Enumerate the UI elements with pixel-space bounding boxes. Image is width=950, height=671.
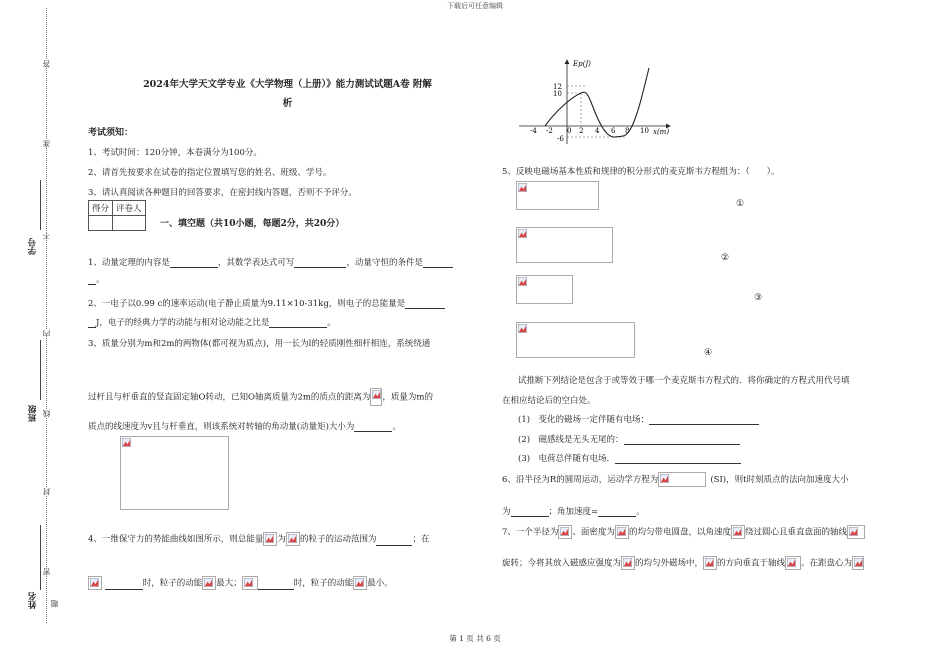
binding-label: 密 — [42, 568, 51, 576]
x-tick-label: 6 — [611, 127, 616, 135]
binding-label: 准 — [42, 140, 51, 148]
x-tick-label: -2 — [546, 127, 553, 135]
score-table — [88, 200, 146, 231]
exam-title — [90, 75, 485, 113]
field-label-student-id: 学号 — [28, 238, 38, 255]
q5-sub-1 — [518, 413, 759, 425]
top-note: 下载后可任意编辑 — [447, 2, 503, 10]
y-tick-label: -6 — [557, 135, 564, 143]
answer-blank[interactable] — [170, 258, 218, 268]
broken-image-icon — [518, 277, 527, 286]
answer-blank[interactable] — [269, 318, 327, 328]
q5-conclusion: 在相应结论后的空白处。 — [502, 396, 596, 406]
broken-image-icon — [518, 229, 527, 238]
q6-text: 为 — [502, 507, 511, 517]
q7-text: 旋转；今将其放入磁感应强度为 — [502, 558, 622, 569]
q7-text: 绕过圆心且垂直盘面的轴线 — [744, 527, 847, 538]
maxwell-equation-image-4 — [516, 322, 635, 358]
answer-blank[interactable] — [615, 454, 741, 464]
score-header: 得分 — [89, 201, 113, 216]
question-2-cont — [88, 316, 336, 328]
formula-image — [242, 576, 258, 590]
q5-conclusion: 试推断下列结论是包含于或等效于哪一个麦克斯韦方程式的．将你确定的方程式用代号填 — [518, 376, 850, 386]
formula-image — [658, 472, 706, 487]
answer-blank[interactable] — [624, 435, 740, 445]
question-7 — [502, 525, 865, 539]
y-tick-label: 0 — [567, 127, 572, 135]
question-1-cont — [88, 273, 105, 285]
broken-image-icon — [372, 390, 381, 399]
q6-text: 。 — [636, 507, 645, 517]
formula-image — [621, 556, 635, 570]
q5-sub-3 — [518, 452, 741, 464]
question-6-cont — [502, 505, 645, 517]
broken-image-icon — [244, 578, 253, 587]
answer-blank[interactable] — [405, 299, 445, 309]
broken-image-icon — [787, 558, 796, 567]
q3-text: 质点的线速度为v且与杆垂直，则该系统对转轴的角动量(动量矩)大小为 — [88, 422, 355, 432]
potential-energy-graph — [515, 52, 680, 150]
question-4 — [88, 532, 429, 546]
broken-image-icon — [265, 534, 274, 543]
field-label-name: 姓名 — [28, 592, 38, 609]
broken-image-icon — [733, 527, 742, 536]
q3-text: 。 — [392, 422, 401, 432]
x-tick-label: 4 — [595, 127, 600, 135]
formula-image — [88, 576, 102, 590]
q6-text: ；角加速度= — [548, 507, 599, 517]
q5-sub-text: (1) 变化的磁场一定伴随有电场： — [518, 415, 650, 425]
broken-image-icon — [204, 578, 213, 587]
notice-heading: 考试须知： — [88, 128, 134, 138]
binding-label: 内 — [42, 330, 51, 338]
q4-text: 的粒子的运动范围为 — [299, 534, 377, 545]
q6-text: (SI)，则t时刻质点的法向加速度大小 — [710, 475, 849, 485]
field-line — [40, 525, 41, 590]
answer-blank[interactable] — [88, 318, 96, 328]
question-7-cont — [502, 556, 864, 570]
binding-label: 线 — [42, 410, 51, 418]
score-cell — [89, 216, 113, 231]
q4-text: 时，粒子的动能 — [142, 578, 203, 589]
maxwell-equation-image-3 — [516, 275, 573, 304]
broken-image-icon — [617, 527, 626, 536]
q7-text: 。在距盘心为 — [801, 558, 853, 569]
question-5: 5、反映电磁场基本性质和规律的积分形式的麦克斯韦方程组为：（ ）。 — [502, 167, 780, 177]
answer-blank[interactable] — [354, 422, 392, 432]
q7-text: 的方向垂直于轴线 — [717, 558, 786, 569]
q7-text: 7、一个半径为 — [502, 527, 559, 538]
formula-image — [202, 576, 216, 590]
equation-marker: ③ — [754, 293, 763, 303]
question-2 — [88, 297, 445, 309]
title-line-2: 析 — [282, 98, 293, 109]
question-4-line2 — [88, 576, 393, 590]
formula-image — [785, 556, 801, 570]
q1-text: 1、动量定理的内容是 — [88, 258, 170, 268]
q2-text: 。 — [327, 318, 336, 328]
answer-blank[interactable] — [423, 258, 453, 268]
broken-image-icon — [623, 558, 632, 567]
field-line — [40, 180, 41, 230]
question-3: 3、质量分别为m和2m的两物体(都可视为质点)，用一长为l的轻质刚性细杆相连，系统绕通 — [88, 339, 431, 349]
broken-image-icon — [90, 578, 99, 587]
q2-text: 2、一电子以0.99 c的速率运动(电子静止质量为9.11×10-31kg，则电子的总能量是 — [88, 299, 406, 309]
x-tick-label: 8 — [625, 127, 630, 135]
q5-sub-2 — [518, 433, 740, 445]
notice-item: 3、请认真阅读各种题目的回答要求，在密封线内答题，否则不予评分。 — [88, 188, 357, 198]
notice-item: 1、考试时间：120分钟，本卷满分为100分。 — [88, 148, 262, 158]
q4-text: 最小。 — [367, 578, 393, 589]
broken-image-icon — [660, 474, 669, 483]
broken-image-icon — [854, 558, 863, 567]
formula-image — [852, 556, 864, 570]
answer-blank[interactable] — [294, 258, 346, 268]
y-tick-label: 12 — [553, 83, 562, 91]
q1-text: 。 — [96, 275, 105, 285]
formula-image — [731, 525, 745, 539]
x-axis-label: x(m) — [653, 128, 670, 136]
question-3-line3 — [88, 420, 401, 432]
broken-image-icon — [705, 558, 714, 567]
broken-image-icon — [355, 578, 364, 587]
title-line-1: 2024年大学天文学专业《大学物理（上册）》能力测试试题A卷 附解 — [143, 79, 432, 90]
formula-image — [615, 525, 629, 539]
q7-text: 、面密度为 — [572, 527, 615, 538]
maxwell-equation-image-2 — [516, 227, 613, 263]
formula-image — [703, 556, 717, 570]
question-3-line2 — [88, 388, 433, 406]
formula-image — [847, 525, 865, 539]
formula-image — [263, 532, 277, 546]
broken-image-icon — [560, 527, 569, 536]
grader-cell — [113, 216, 146, 231]
maxwell-equation-image-1 — [516, 181, 599, 210]
answer-blank[interactable] — [105, 580, 143, 590]
equation-marker: ④ — [704, 348, 713, 358]
field-label-class: 班级 — [28, 405, 38, 422]
q6-text: 6、沿半径为R的圆周运动，运动学方程为 — [502, 475, 659, 485]
q3-text: 过杆且与杆垂直的竖直固定轴O转动，已知O轴离质量为2m的质点的距离为 — [88, 392, 371, 403]
broken-image-icon — [122, 438, 131, 447]
formula-image — [286, 532, 300, 546]
answer-blank[interactable] — [598, 507, 636, 517]
binding-label: 答 — [42, 60, 51, 68]
answer-blank[interactable] — [88, 275, 96, 285]
binding-label: 不 — [42, 232, 51, 240]
q4-text: 4、一维保守力的势能曲线如图所示，则总能量 — [88, 534, 264, 545]
page-footer: 第 1 页 共 6 页 — [449, 634, 501, 643]
question-6 — [502, 472, 849, 487]
question-1 — [88, 256, 453, 268]
field-line — [40, 340, 41, 400]
binding-label: 题 — [50, 600, 59, 608]
q7-text: 的均匀带电圆盘，以角速度 — [628, 527, 731, 538]
binding-label: 封 — [42, 488, 51, 496]
x-tick-label: 2 — [579, 127, 584, 135]
x-tick-label: -4 — [530, 127, 537, 135]
q4-text: ；在 — [412, 534, 430, 545]
broken-image-icon — [518, 183, 527, 192]
q2-text: J，电子的经典力学的动能与相对论动能之比是 — [96, 318, 270, 328]
q3-text: ，质量为m的 — [382, 392, 433, 403]
q1-text: ，动量守恒的条件是 — [346, 258, 423, 268]
equation-marker: ② — [721, 253, 730, 263]
broken-image-icon — [288, 534, 297, 543]
equation-marker: ① — [736, 199, 745, 209]
q5-sub-text: (3) 电荷总伴随有电场． — [518, 454, 616, 464]
answer-blank[interactable] — [376, 536, 412, 546]
binding-dotted-line — [46, 8, 47, 623]
q4-text: 为 — [277, 534, 286, 545]
q5-sub-text: (2) 磁感线是无头无尾的： — [518, 435, 624, 445]
notice-item: 2、请首先按要求在试卷的指定位置填写您的姓名、班级、学号。 — [88, 168, 332, 178]
x-tick-label: 10 — [640, 127, 649, 135]
broken-image-icon — [849, 527, 858, 536]
q4-text: 最大； — [216, 578, 242, 589]
broken-image-icon — [518, 324, 527, 333]
answer-blank[interactable] — [649, 415, 759, 425]
section-title: 一、填空题（共10小题，每题2分，共20分） — [160, 219, 345, 229]
q4-text: 时，粒子的动能 — [293, 578, 354, 589]
y-axis-label: Ep(J) — [573, 60, 591, 68]
formula-image — [558, 525, 572, 539]
answer-blank[interactable] — [258, 580, 294, 590]
grader-header: 评卷人 — [113, 201, 146, 216]
q1-text: ，其数学表达式可写 — [217, 258, 295, 268]
formula-image — [353, 576, 367, 590]
q3-figure-image — [120, 436, 229, 510]
answer-blank[interactable] — [511, 507, 549, 517]
y-tick-label: 10 — [553, 90, 562, 98]
q7-text: 的均匀外磁场中， — [635, 558, 704, 569]
formula-image — [370, 388, 382, 406]
